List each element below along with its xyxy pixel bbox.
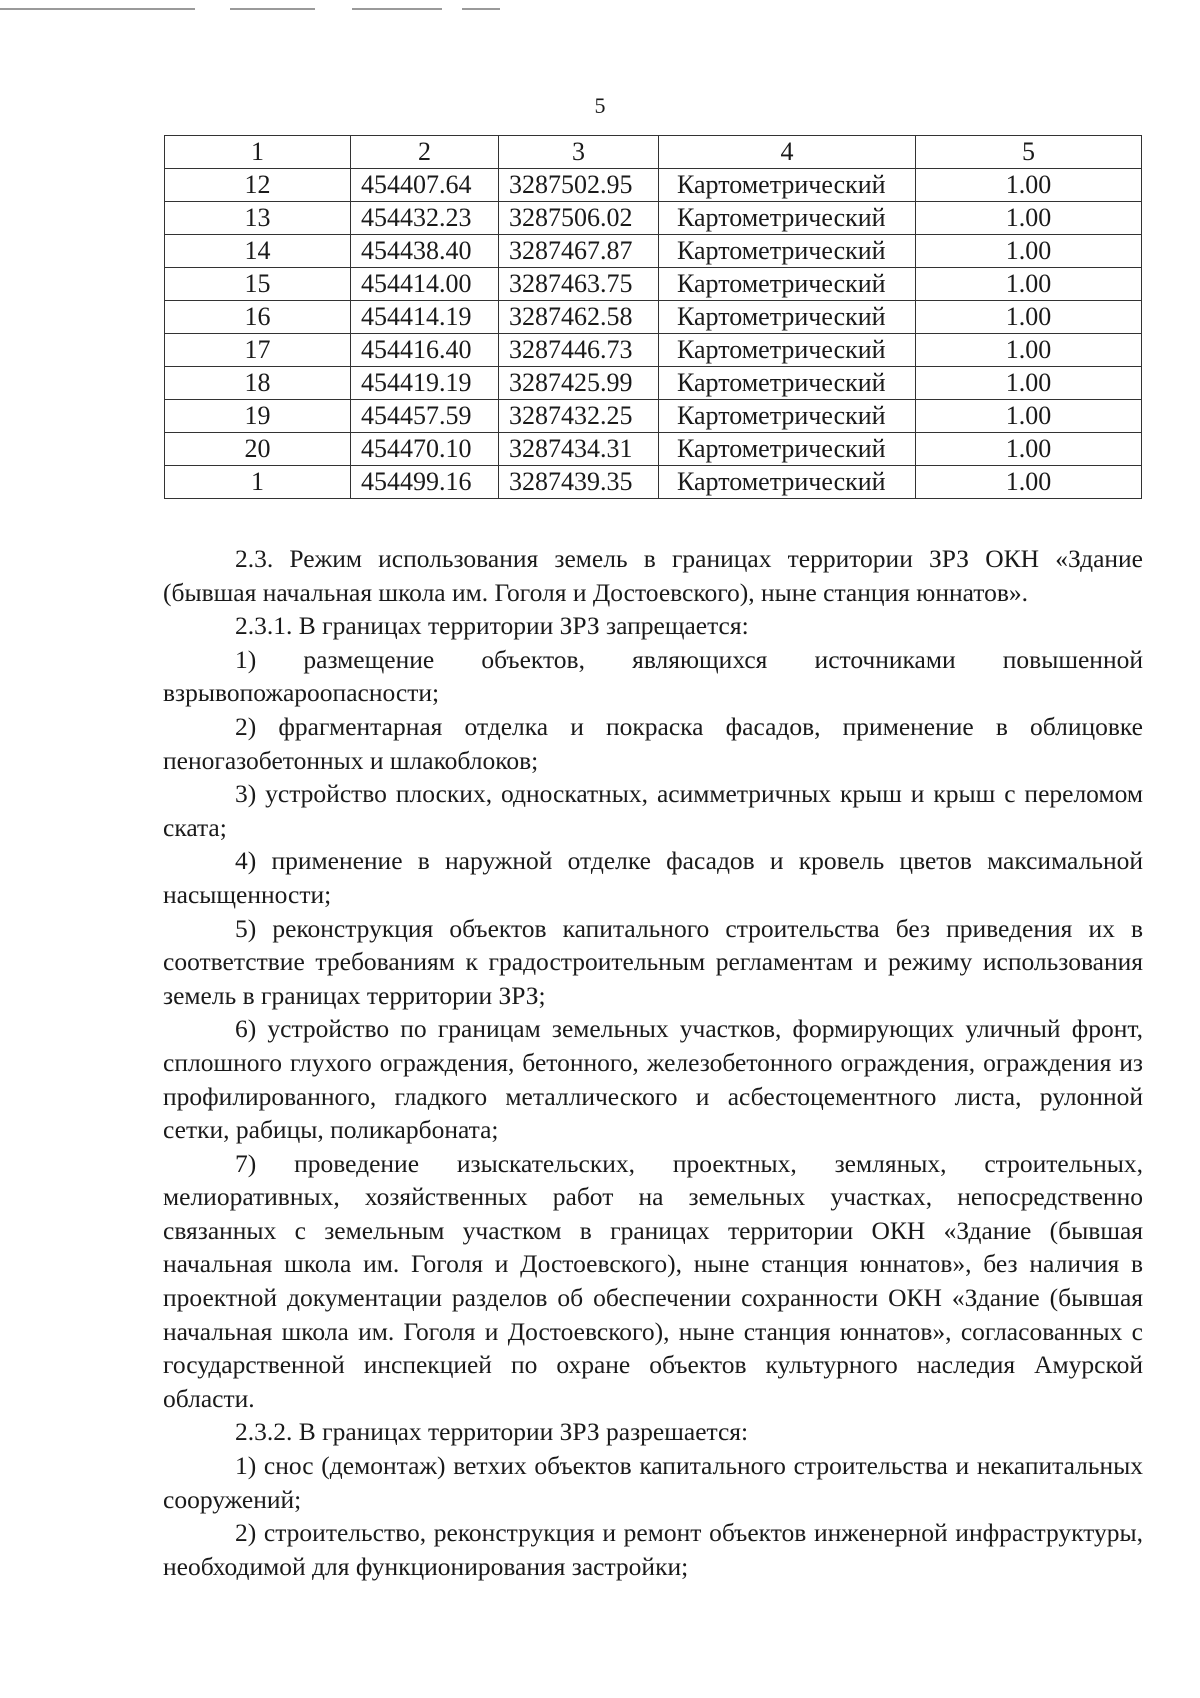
method-cell: Картометрический [659, 466, 916, 499]
header-cell: 3 [499, 136, 659, 169]
x-coordinate-cell: 454414.00 [351, 268, 499, 301]
table-row [165, 202, 1142, 235]
prohibition-item: 2) фрагментарная отделка и покраска фасадов, применение в облицовке пеногазобетонных и шлакоблоков; [163, 711, 1143, 775]
scan-artifact-line [462, 8, 500, 10]
accuracy-cell: 1.00 [916, 466, 1142, 499]
page-number: 5 [594, 93, 606, 118]
point-number-cell: 15 [165, 268, 351, 301]
permission-item: 2) строительство, реконструкция и ремонт объектов инженерной инфраструктуры, необходимой для функционирования застройки; [163, 1518, 1143, 1581]
y-coordinate-cell: 3287467.87 [499, 235, 659, 268]
point-number-cell: 12 [165, 169, 351, 202]
x-coordinate-cell: 454419.19 [351, 367, 499, 400]
header-cell: 4 [659, 136, 916, 169]
method-cell: Картометрический [659, 235, 916, 268]
point-number-cell: 19 [165, 400, 351, 433]
x-coordinate-cell: 454414.19 [351, 301, 499, 334]
prohibition-item: 7) проведение изыскательских, проектных, земляных, строительных, мелиоративных, хозяйственных работ на земельных участках, непосредственно связанных с земельным участком в границах территории ОКН «Здание (бывшая начальная школа им. Гоголя и Достоевского), ныне станция юннатов», без наличия в проектной документации разделов об обеспечении сохранности ОКН «Здание (бывшая начальная школа им. Гоголя и Достоевского), ныне станция юннатов», согласованных с государственной инспекцией по охране объектов культурного наследия Амурской области. [163, 1148, 1143, 1413]
x-coordinate-cell: 454499.16 [351, 466, 499, 499]
y-coordinate-cell: 3287439.35 [499, 466, 659, 499]
accuracy-cell: 1.00 [916, 433, 1142, 466]
table-row [165, 268, 1142, 301]
prohibition-item: 6) устройство по границам земельных участков, формирующих уличный фронт, сплошного глухого ограждения, бетонного, железобетонного ограждения, ограждения из профилированного, гладкого металлического и асбестоцементного листа, рулонной сетки, рабицы, поликарбоната; [163, 1014, 1143, 1145]
y-coordinate-cell: 3287462.58 [499, 301, 659, 334]
y-coordinate-cell: 3287463.75 [499, 268, 659, 301]
table-row [165, 301, 1142, 334]
table-row [165, 169, 1142, 202]
point-number-cell: 1 [165, 466, 351, 499]
x-coordinate-cell: 454457.59 [351, 400, 499, 433]
header-cell: 1 [165, 136, 351, 169]
y-coordinate-cell: 3287506.02 [499, 202, 659, 235]
method-cell: Картометрический [659, 334, 916, 367]
prohibition-item: 5) реконструкция объектов капитального строительства без приведения их в соответствие требованиям к градостроительным регламентам и режиму использования земель в границах территории ЗРЗ; [163, 913, 1143, 1010]
x-coordinate-cell: 454407.64 [351, 169, 499, 202]
accuracy-cell: 1.00 [916, 202, 1142, 235]
table-row [165, 235, 1142, 268]
subsection-heading-2-3-2: 2.3.2. В границах территории ЗРЗ разрешается: [235, 1417, 749, 1447]
y-coordinate-cell: 3287434.31 [499, 433, 659, 466]
y-coordinate-cell: 3287502.95 [499, 169, 659, 202]
method-cell: Картометрический [659, 400, 916, 433]
prohibition-item: 4) применение в наружной отделке фасадов и кровель цветов максимальной насыщенности; [163, 846, 1143, 909]
accuracy-cell: 1.00 [916, 367, 1142, 400]
y-coordinate-cell: 3287425.99 [499, 367, 659, 400]
point-number-cell: 20 [165, 433, 351, 466]
accuracy-cell: 1.00 [916, 301, 1142, 334]
point-number-cell: 14 [165, 235, 351, 268]
document-body [163, 542, 1143, 1583]
method-cell: Картометрический [659, 433, 916, 466]
method-cell: Картометрический [659, 268, 916, 301]
table-row [165, 433, 1142, 466]
accuracy-cell: 1.00 [916, 400, 1142, 433]
header-cell: 2 [351, 136, 499, 169]
scan-artifact-line [230, 8, 315, 10]
prohibition-item: 1) размещение объектов, являющихся источниками повышенной взрывопожароопасности; [163, 644, 1143, 708]
point-number-cell: 17 [165, 334, 351, 367]
method-cell: Картометрический [659, 202, 916, 235]
subsection-heading-2-3-1: 2.3.1. В границах территории ЗРЗ запрещается: [235, 611, 749, 641]
table-row [165, 400, 1142, 433]
scan-artifact-line [0, 8, 195, 10]
method-cell: Картометрический [659, 367, 916, 400]
prohibition-item: 3) устройство плоских, односкатных, асимметричных крыш и крыш с переломом ската; [163, 779, 1143, 842]
table-row [165, 367, 1142, 400]
x-coordinate-cell: 454432.23 [351, 202, 499, 235]
x-coordinate-cell: 454438.40 [351, 235, 499, 268]
accuracy-cell: 1.00 [916, 334, 1142, 367]
method-cell: Картометрический [659, 301, 916, 334]
point-number-cell: 16 [165, 301, 351, 334]
y-coordinate-cell: 3287432.25 [499, 400, 659, 433]
scan-artifact-line [352, 8, 442, 10]
x-coordinate-cell: 454416.40 [351, 334, 499, 367]
point-number-cell: 13 [165, 202, 351, 235]
coordinates-table [164, 135, 1142, 499]
section-heading-2-3: 2.3. Режим использования земель в границах территории ЗРЗ ОКН «Здание (бывшая начальная школа им. Гоголя и Достоевского), ныне станция юннатов». [163, 544, 1143, 607]
accuracy-cell: 1.00 [916, 169, 1142, 202]
table-header-row [165, 136, 1142, 169]
x-coordinate-cell: 454470.10 [351, 433, 499, 466]
permission-item: 1) снос (демонтаж) ветхих объектов капитального строительства и некапитальных сооружений; [163, 1451, 1143, 1514]
method-cell: Картометрический [659, 169, 916, 202]
table-row [165, 466, 1142, 499]
accuracy-cell: 1.00 [916, 268, 1142, 301]
point-number-cell: 18 [165, 367, 351, 400]
header-cell: 5 [916, 136, 1142, 169]
accuracy-cell: 1.00 [916, 235, 1142, 268]
y-coordinate-cell: 3287446.73 [499, 334, 659, 367]
table-row [165, 334, 1142, 367]
